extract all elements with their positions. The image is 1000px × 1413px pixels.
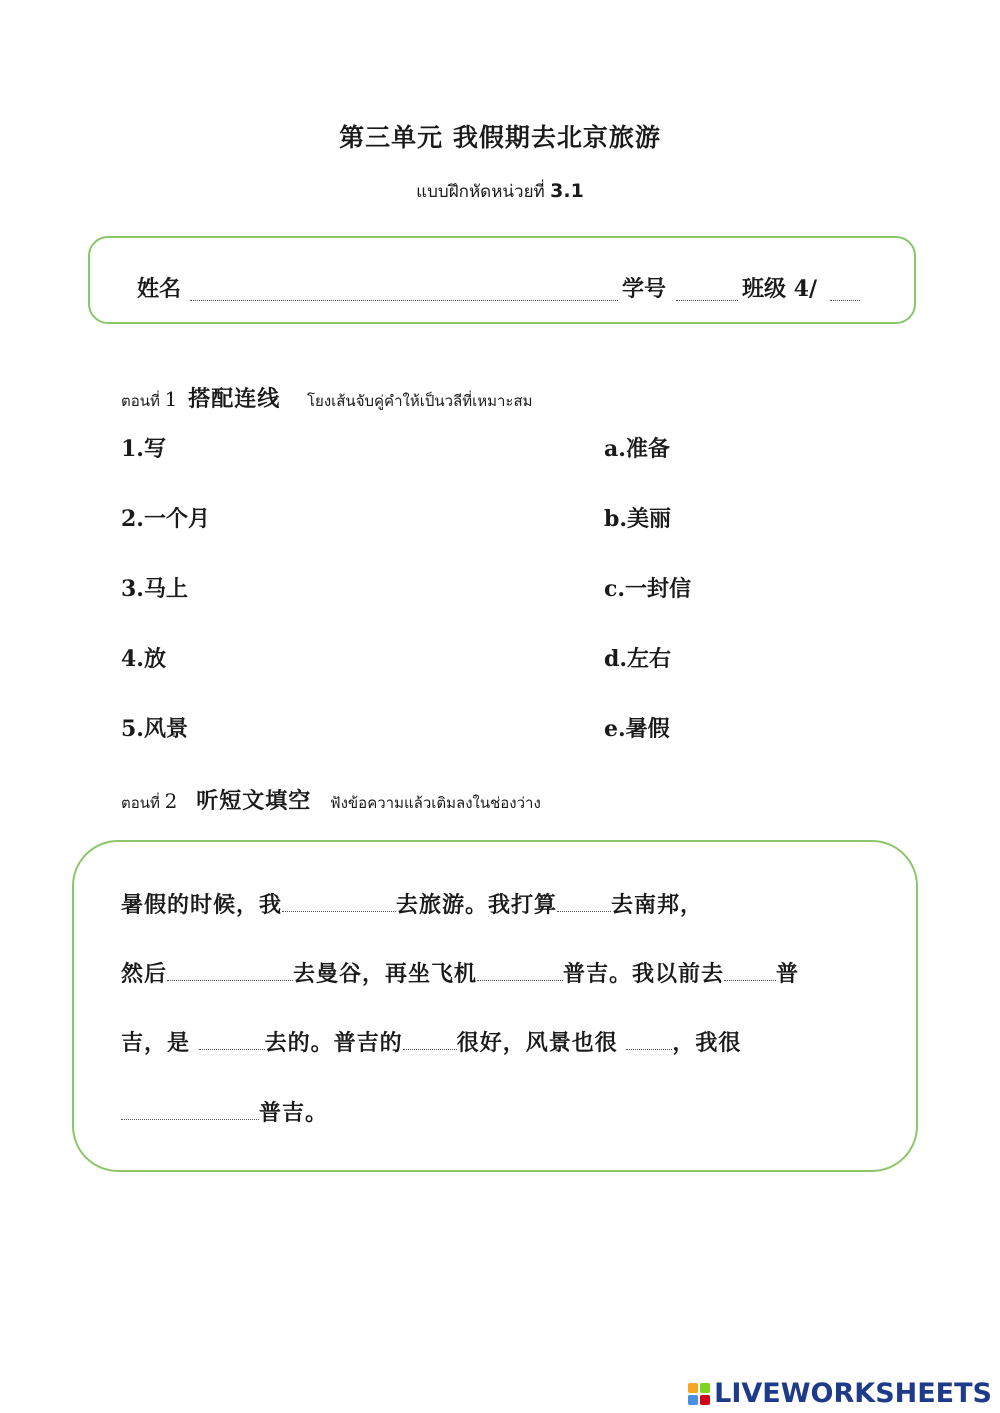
worksheet-subtitle <box>0 178 1000 205</box>
name-label: 姓名 <box>137 276 182 302</box>
blank-3[interactable] <box>167 962 293 981</box>
worksheet-title: 第三单元 我假期去北京旅游 <box>339 123 661 152</box>
blank-2[interactable] <box>557 893 611 912</box>
passage-line-3 <box>121 1026 741 1057</box>
class-label: 班级 4/ <box>742 276 818 302</box>
subtitle-number: 3.1 <box>550 180 584 202</box>
passage-text: 暑假的时候，我 <box>121 892 283 918</box>
right-item-b[interactable]: b.美丽 <box>604 506 672 532</box>
student-no-field[interactable] <box>676 300 738 301</box>
section1-heading <box>121 382 533 413</box>
liveworksheets-logo-icon <box>688 1383 710 1405</box>
subtitle-prefix: แบบฝึกหัดหน่วยที่ <box>416 182 551 202</box>
brand-text: LIVEWORKSHEETS <box>714 1378 992 1409</box>
section2-number: 2 <box>164 789 178 813</box>
section1-instruction: โยงเส้นจับคู่คำให้เป็นวลีที่เหมาะสม <box>306 392 533 410</box>
section2-heading <box>121 784 541 815</box>
blank-1[interactable] <box>282 893 396 912</box>
section1-number: 1 <box>164 387 178 411</box>
blank-9[interactable] <box>121 1101 259 1120</box>
right-item-d[interactable]: d.左右 <box>604 646 672 672</box>
left-item-3[interactable]: 3.马上 <box>121 576 188 602</box>
passage-text: 然后 <box>121 961 168 987</box>
passage-text: 普 <box>776 961 800 987</box>
left-item-5[interactable]: 5.风景 <box>121 716 188 742</box>
passage-text: 去南邦， <box>611 892 704 918</box>
left-item-4[interactable]: 4.放 <box>121 646 166 672</box>
left-item-1[interactable]: 1.写 <box>121 436 166 462</box>
name-field[interactable] <box>190 300 618 301</box>
passage-text: 普吉。 <box>259 1100 329 1126</box>
passage-text: 去旅游。我打算 <box>396 892 558 918</box>
blank-7[interactable] <box>403 1031 457 1050</box>
section2-instruction: ฟังข้อความแล้วเติมลงในช่องว่าง <box>329 794 541 812</box>
student-no-label: 学号 <box>622 276 667 302</box>
passage-text: 很好，风景也很 <box>456 1030 627 1056</box>
section1-prefix: ตอนที่ <box>121 392 165 410</box>
passage-line-1 <box>121 888 703 919</box>
blank-6[interactable] <box>199 1031 265 1050</box>
passage-line-2 <box>121 957 799 988</box>
passage-text: ，我很 <box>672 1030 742 1056</box>
class-field[interactable] <box>830 300 860 301</box>
passage-line-4 <box>121 1096 328 1127</box>
blank-5[interactable] <box>724 962 776 981</box>
passage-text: 普吉。我以前去 <box>563 961 725 987</box>
right-item-c[interactable]: c.一封信 <box>604 576 692 602</box>
blank-4[interactable] <box>477 962 563 981</box>
passage-text: 吉，是 <box>121 1030 199 1056</box>
section1-title: 搭配连线 <box>188 386 281 412</box>
section2-title: 听短文填空 <box>196 788 312 814</box>
left-item-2[interactable]: 2.一个月 <box>121 506 210 532</box>
right-item-e[interactable]: e.暑假 <box>604 716 670 742</box>
passage-text: 去曼谷，再坐飞机 <box>293 961 478 987</box>
right-item-a[interactable]: a.准备 <box>604 436 670 462</box>
section2-prefix: ตอนที่ <box>121 794 165 812</box>
blank-8[interactable] <box>626 1031 672 1050</box>
passage-text: 去的。普吉的 <box>264 1030 403 1056</box>
liveworksheets-logo <box>688 1378 992 1409</box>
